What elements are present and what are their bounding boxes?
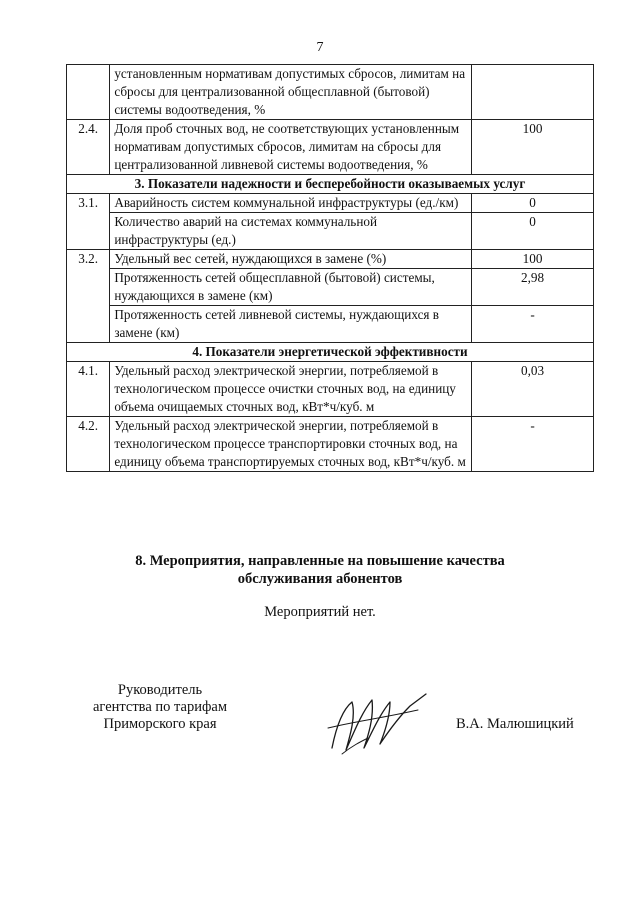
section-header-row	[67, 175, 594, 194]
indicators-table	[66, 64, 594, 472]
row-value: 100	[472, 250, 594, 269]
handwritten-signature	[322, 688, 432, 758]
section-8-heading-line-1: 8. Мероприятия, направленные на повышение качества	[135, 553, 505, 569]
row-number: 3.2.	[67, 250, 110, 343]
section-8-heading	[0, 552, 640, 588]
table-row	[67, 194, 594, 213]
table-row	[67, 65, 594, 120]
table-row	[67, 417, 594, 472]
row-value: -	[472, 417, 594, 472]
row-description: Удельный вес сетей, нуждающихся в замене (%)	[110, 250, 472, 269]
row-description: Протяженность сетей ливневой системы, нуждающихся в замене (км)	[110, 306, 472, 343]
section-8-heading-line-2: обслуживания абонентов	[237, 571, 403, 587]
signer-position-line-2: агентства по тарифам	[93, 699, 227, 715]
row-value	[472, 65, 594, 120]
section-8-body: Мероприятий нет.	[264, 604, 376, 620]
signer-position	[60, 682, 260, 733]
row-description: установленным нормативам допустимых сбросов, лимитам на сбросы для централизованной общесплавной (бытовой) системы водоотведения, %	[110, 65, 472, 120]
row-number: 2.4.	[67, 120, 110, 175]
indicators-table-body	[67, 65, 594, 472]
row-description: Удельный расход электрической энергии, потребляемой в технологическом процессе транспортировки сточных вод, на единицу объема транспортируемых сточных вод, кВт*ч/куб. м	[110, 417, 472, 472]
table-row	[67, 213, 594, 250]
row-value: 100	[472, 120, 594, 175]
row-value: 0	[472, 194, 594, 213]
section-title-reliability: 3. Показатели надежности и бесперебойности оказываемых услуг	[67, 175, 594, 194]
table-row	[67, 269, 594, 306]
row-description: Доля проб сточных вод, не соответствующих установленным нормативам допустимых сбросов, лимитам на сбросы для централизованной ливневой системы водоотведения, %	[110, 120, 472, 175]
row-number	[67, 65, 110, 120]
table-row	[67, 250, 594, 269]
signer-name: В.А. Малюшицкий	[456, 716, 574, 732]
signer-position-line-3: Приморского края	[103, 716, 217, 732]
row-number: 3.1.	[67, 194, 110, 250]
row-value: 2,98	[472, 269, 594, 306]
table-row	[67, 120, 594, 175]
row-value: -	[472, 306, 594, 343]
row-description: Протяженность сетей общесплавной (бытовой) системы, нуждающихся в замене (км)	[110, 269, 472, 306]
row-value: 0	[472, 213, 594, 250]
row-description: Количество аварий на системах коммунальной инфраструктуры (ед.)	[110, 213, 472, 250]
row-number: 4.2.	[67, 417, 110, 472]
table-row	[67, 306, 594, 343]
table-row	[67, 362, 594, 417]
row-number: 4.1.	[67, 362, 110, 417]
row-value: 0,03	[472, 362, 594, 417]
signer-position-line-1: Руководитель	[117, 682, 203, 698]
row-description: Аварийность систем коммунальной инфраструктуры (ед./км)	[110, 194, 472, 213]
section-header-row	[67, 343, 594, 362]
section-title-energy: 4. Показатели энергетической эффективности	[67, 343, 594, 362]
row-description: Удельный расход электрической энергии, потребляемой в технологическом процессе очистки сточных вод, на единицу объема очищаемых сточных вод, кВт*ч/куб. м	[110, 362, 472, 417]
page-number: 7	[316, 40, 324, 55]
